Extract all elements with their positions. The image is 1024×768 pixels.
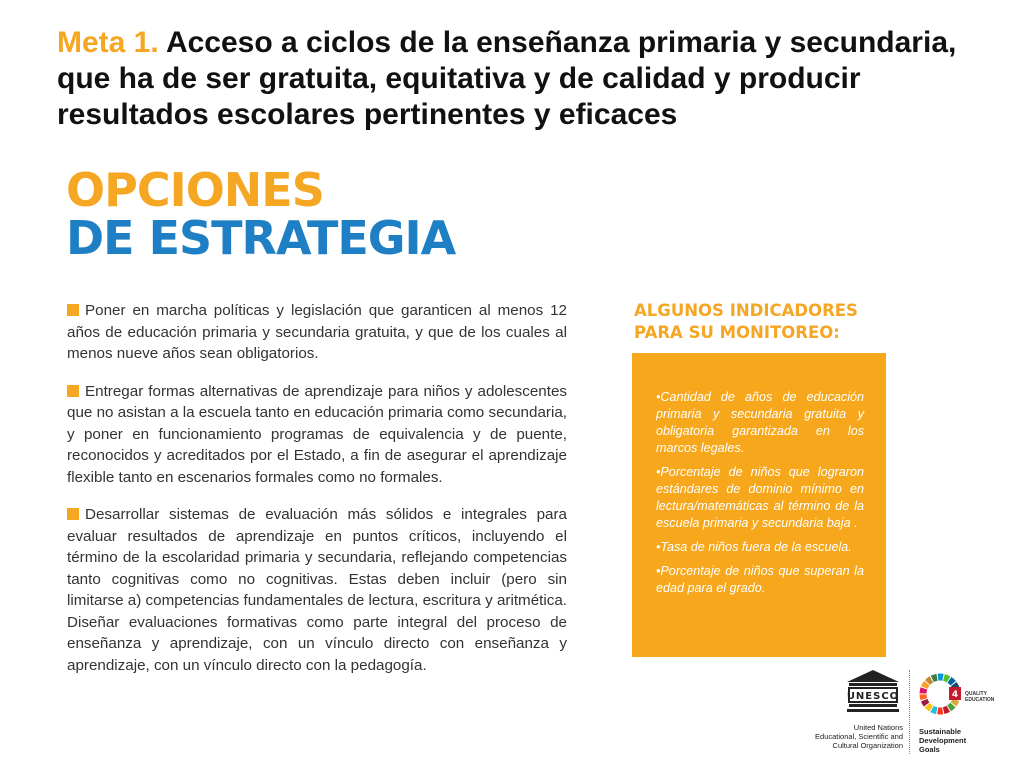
unesco-name — [815, 723, 903, 750]
sdg-name — [919, 727, 966, 754]
unesco-name-line3: Cultural Organization — [832, 741, 903, 750]
sdg-goal-label-line2: EDUCATION — [965, 697, 995, 703]
footer-logos — [815, 666, 1015, 761]
sdg-name-line2: Development — [919, 736, 967, 745]
square-bullet-icon — [67, 508, 79, 520]
strategy-item — [67, 300, 567, 365]
strategy-heading — [66, 163, 456, 265]
slide-title — [57, 25, 1007, 133]
sdg-goal-number: 4 — [951, 690, 959, 700]
indicator-item: •Porcentaje de niños que superan la edad para el grado. — [656, 564, 864, 595]
square-bullet-icon — [67, 304, 79, 316]
strategy-item-text: Desarrollar sistemas de evaluación más sólidos e integrales para evaluar resultados de aprendizaje en puntos críticos, incluyendo el término de la escolaridad primaria y secundaria, reflejando competencias tanto cognitivas como no cognitivas. Estas deben incluir (pero sin limitarse a) competencias fundamentales de lectura, escritura y aritmética. Diseñar evaluaciones formativas como parte integral del proceso de enseñanza y aprendizaje, con un vínculo directo con enseñanza y aprendizaje, con un vínculo directo con la pedagogía. — [67, 506, 567, 674]
strategy-item — [67, 504, 567, 676]
indicators-title-line2: PARA SU MONITOREO: — [634, 323, 840, 342]
goal-label: Meta 1. — [57, 26, 159, 59]
strategy-list — [67, 300, 567, 692]
unesco-name-line2: Educational, Scientific and — [815, 732, 903, 741]
unesco-wordmark: UNESCO — [846, 691, 900, 702]
sdg-goal-label-line1: QUALITY — [965, 691, 987, 697]
strategy-item — [67, 381, 567, 489]
indicators-title — [634, 300, 858, 344]
strategy-item-text: Entregar formas alternativas de aprendizaje para niños y adolescentes que no asistan a la escuela tanto en educación primaria como secundaria, y poner en funcionamiento programas de equivalencia y de puente, reconocidos y acreditados por el Estado, a fin de asegurar el aprendizaje flexible tanto en escenarios formales como no formales. — [67, 382, 567, 486]
strategy-heading-line1: OPCIONES — [66, 163, 324, 217]
strategy-heading-line2: DE ESTRATEGIA — [66, 211, 456, 265]
strategy-item-text: Poner en marcha políticas y legislación que garanticen al menos 12 años de educación primaria y secundaria gratuita, y que de los cuales al menos nueve años sean obligatorios. — [67, 302, 567, 362]
indicator-item: •Tasa de niños fuera de la escuela. — [656, 540, 852, 554]
indicator-item: •Porcentaje de niños que lograron estándares de dominio mínimo en lectura/matemáticas al término de la escuela primaria y secundaria baja . — [656, 465, 864, 530]
unesco-name-line1: United Nations — [853, 723, 903, 732]
indicators-title-line1: ALGUNOS INDICADORES — [634, 301, 858, 320]
sdg-wheel-icon — [918, 672, 962, 716]
unesco-logo-icon — [845, 668, 901, 720]
indicators-box — [632, 353, 886, 657]
indicator-item: •Cantidad de años de educación primaria y secundaria gratuita y obligatoria garantizada en los marcos legales. — [656, 390, 864, 455]
logo-divider — [909, 670, 910, 754]
square-bullet-icon — [67, 385, 79, 397]
goal-title: Acceso a ciclos de la enseñanza primaria y secundaria, que ha de ser gratuita, equitativa y de calidad y producir resultados escolares pertinentes y eficaces — [57, 26, 957, 131]
sdg-name-line3: Goals — [919, 745, 940, 754]
sdg-goal-label — [965, 691, 994, 703]
sdg-name-line1: Sustainable — [919, 727, 962, 736]
